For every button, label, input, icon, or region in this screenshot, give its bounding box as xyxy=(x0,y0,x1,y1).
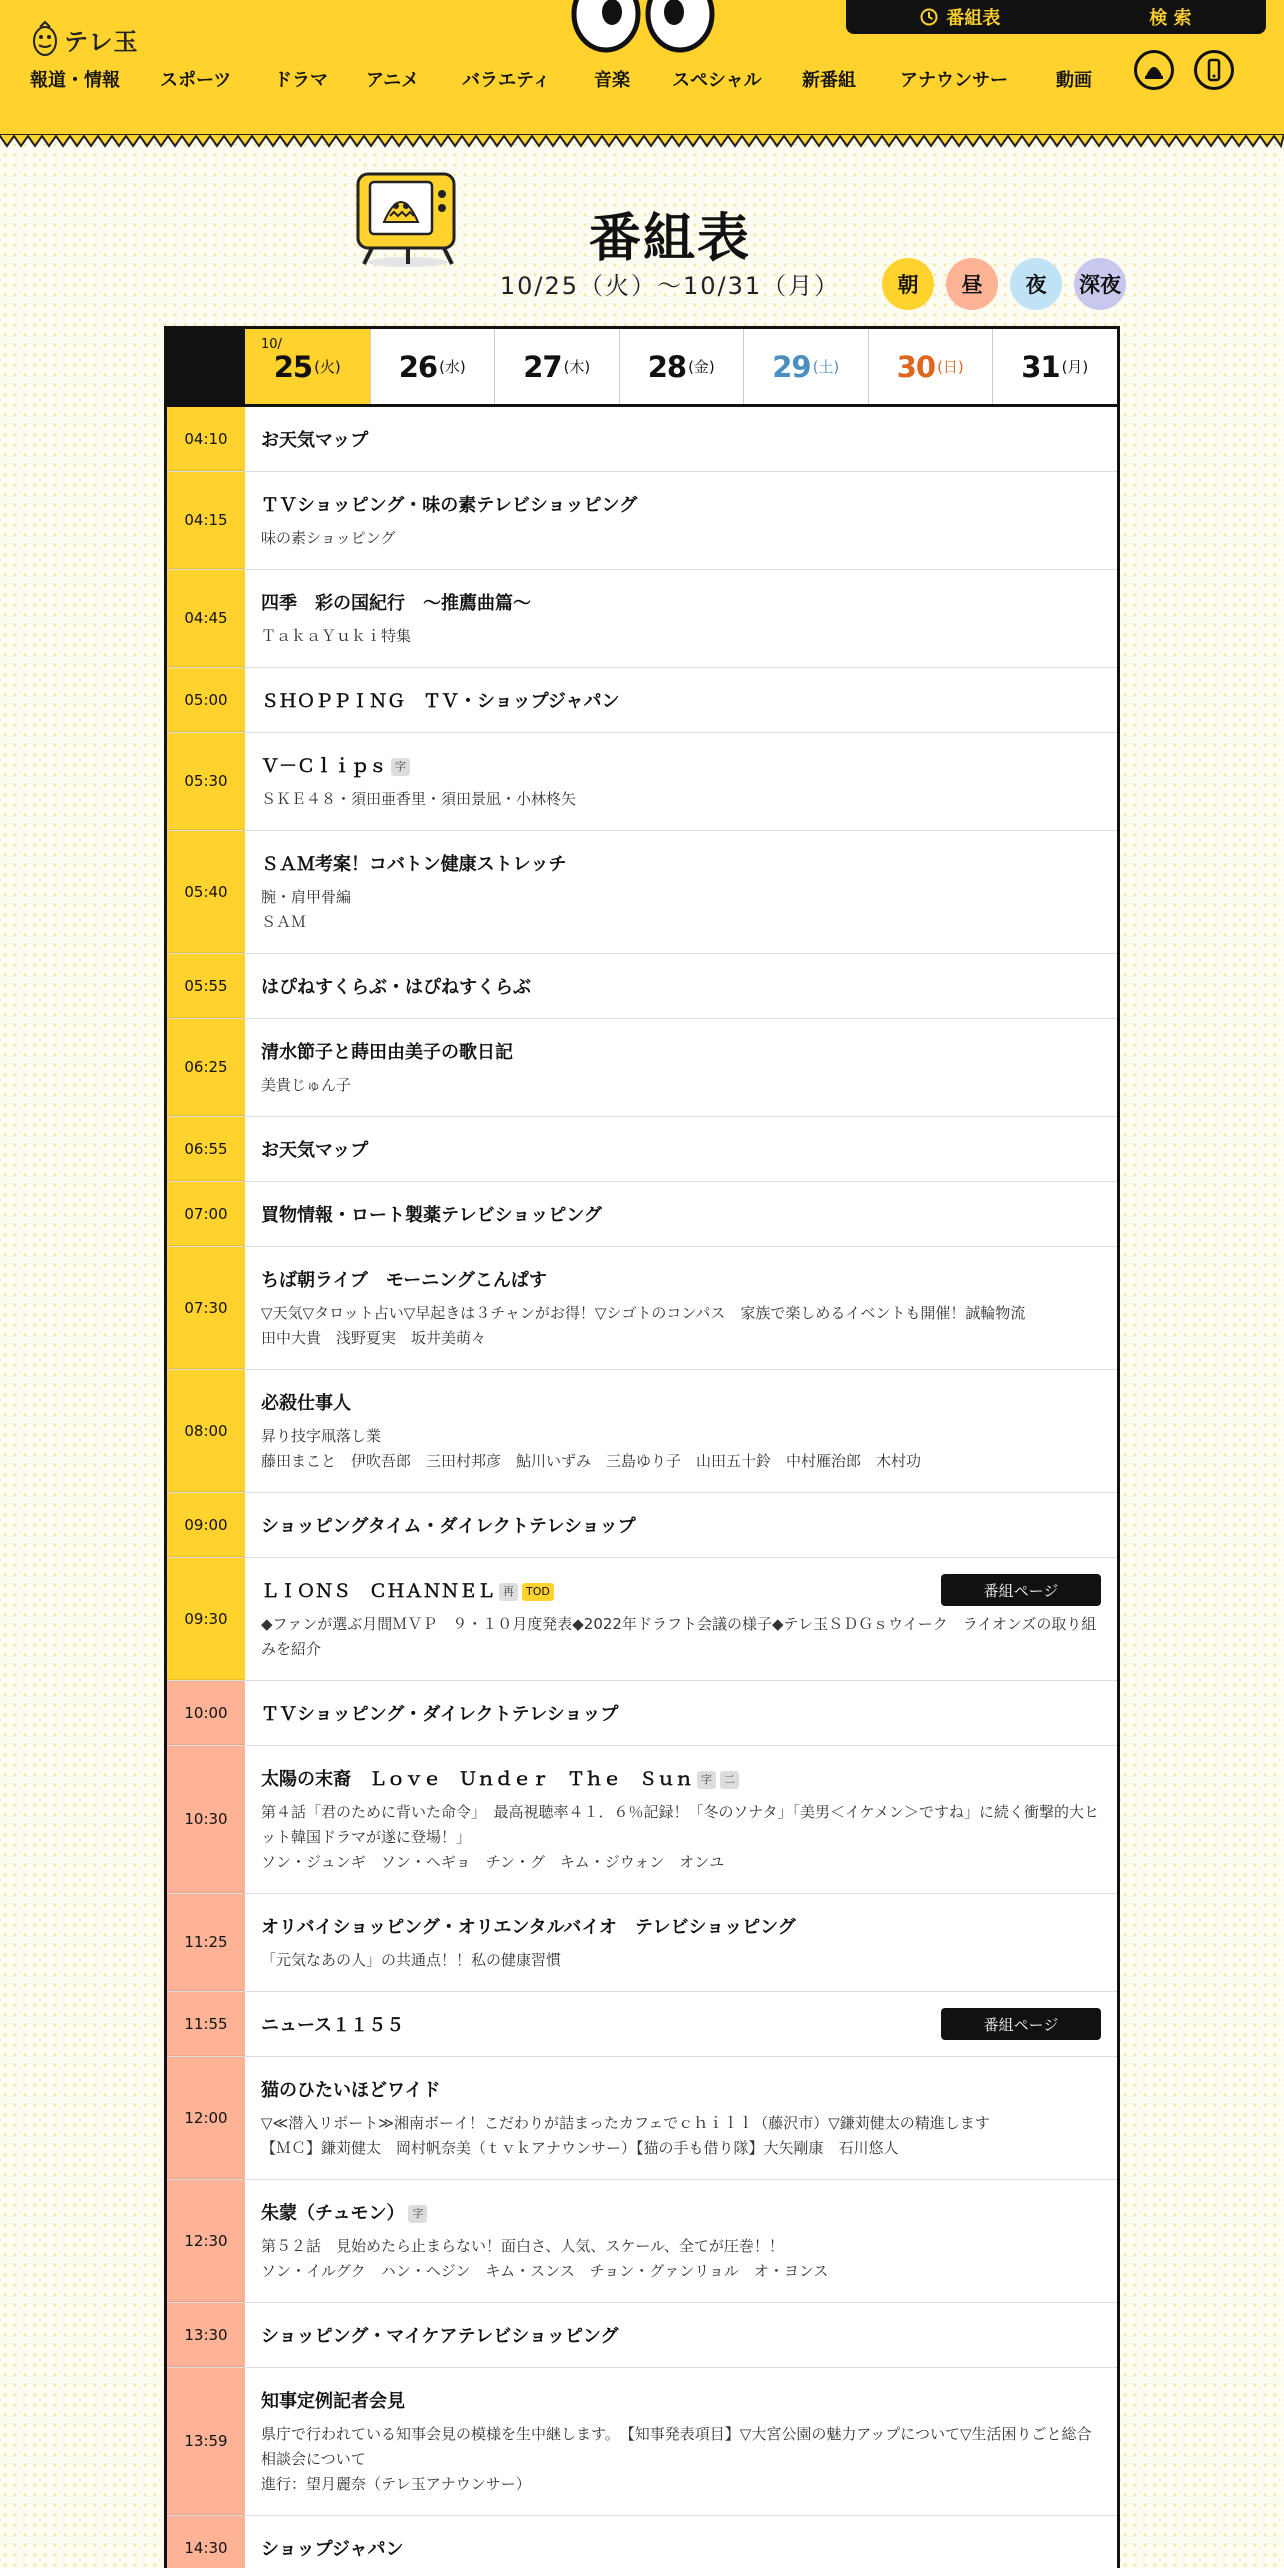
program-description: ソン・ジュンギ ソン・ヘギョ チン・グ キム・ジウォン オンユ xyxy=(261,1853,725,1871)
program-body xyxy=(245,570,1117,667)
program-body xyxy=(245,1493,1117,1557)
program-row[interactable] xyxy=(167,668,1117,733)
program-title[interactable] xyxy=(261,2079,1101,2103)
program-title[interactable] xyxy=(261,1269,1101,1293)
nav-announcers[interactable]: アナウンサー xyxy=(900,70,1008,91)
program-title[interactable] xyxy=(261,1916,1101,1940)
program-description: 美貴じゅん子 xyxy=(261,1076,352,1094)
day-tab-31[interactable] xyxy=(992,329,1117,404)
mascot-eyes-icon xyxy=(568,0,718,64)
program-title[interactable] xyxy=(261,1703,1101,1727)
program-title-text: ショッピングタイム・ダイレクトテレショップ xyxy=(261,1516,636,1537)
program-title[interactable] xyxy=(261,2325,1101,2349)
program-page-button[interactable]: 番組ページ xyxy=(941,2008,1101,2040)
program-title[interactable] xyxy=(261,1139,1101,1163)
program-time: 10:30 xyxy=(167,1746,245,1893)
program-row[interactable] xyxy=(167,472,1117,570)
program-body xyxy=(245,2057,1117,2179)
program-title-text: ＬＩＯＮＳ ＣＨＡＮＮＥＬ xyxy=(261,1581,495,1602)
program-body xyxy=(245,733,1117,830)
day-tab-number: 30 xyxy=(896,349,936,384)
date-range: 10/25（火）〜10/31（月） xyxy=(499,272,841,300)
program-title[interactable] xyxy=(261,2202,1101,2226)
program-description: ＳＫＥ４８・須田亜香里・須田景凪・小林柊矢 xyxy=(261,790,577,808)
schedule-link-label: 番組表 xyxy=(946,8,1001,29)
nav-icons xyxy=(1134,50,1234,90)
program-body xyxy=(245,2303,1117,2367)
program-time: 06:55 xyxy=(167,1117,245,1181)
egg-mascot-icon xyxy=(30,20,60,58)
program-time: 12:00 xyxy=(167,2057,245,2179)
program-body xyxy=(245,954,1117,1018)
program-time: 06:25 xyxy=(167,1019,245,1116)
program-title[interactable] xyxy=(261,1515,1101,1539)
program-row[interactable] xyxy=(167,2516,1117,2568)
program-description: 第５２話 見始めたら止まらない！面白さ、人気、スケール、全てが圧巻！！ xyxy=(261,2237,784,2255)
program-body xyxy=(245,1182,1117,1246)
program-row[interactable] xyxy=(167,1117,1117,1182)
program-body xyxy=(245,1746,1117,1893)
nav-news[interactable]: 報道・情報 xyxy=(30,70,120,91)
program-row[interactable] xyxy=(167,1247,1117,1370)
program-body xyxy=(245,1681,1117,1745)
program-time: 12:30 xyxy=(167,2180,245,2302)
program-description: 田中大貴 浅野夏実 坂井美萌々 xyxy=(261,1329,487,1347)
program-time: 13:30 xyxy=(167,2303,245,2367)
program-time: 05:55 xyxy=(167,954,245,1018)
day-tab-number: 28 xyxy=(647,349,687,384)
header-zigzag-edge xyxy=(0,134,1284,150)
program-body xyxy=(245,1558,1117,1680)
utility-bar xyxy=(846,0,1266,34)
site-header xyxy=(0,0,1284,136)
nav-music[interactable]: 音楽 xyxy=(594,70,630,91)
program-title-text: 知事定例記者会見 xyxy=(261,2391,405,2412)
program-title-text: はぴねすくらぶ・はぴねすくらぶ xyxy=(261,977,531,998)
nav-variety[interactable]: バラエティ xyxy=(462,70,551,91)
program-body xyxy=(245,1992,1117,2056)
teletama-app-icon[interactable] xyxy=(1134,50,1174,90)
main-nav xyxy=(30,64,1230,94)
program-description: ▽≪潜入リポート≫湘南ボーイ！こだわりが詰まったカフェでｃｈｉｌｌ（藤沢市）▽鎌苅健太の精進します xyxy=(261,2114,990,2132)
program-time: 07:00 xyxy=(167,1182,245,1246)
program-title[interactable] xyxy=(261,1768,1101,1792)
day-tab-number: 31 xyxy=(1021,349,1060,384)
search-link-label: 検 索 xyxy=(1149,8,1192,29)
day-tab-weekday: (月) xyxy=(1061,358,1089,376)
program-time: 08:00 xyxy=(167,1370,245,1492)
program-title-text: ショッピング・マイケアテレビショッピング xyxy=(261,2326,619,2347)
program-title-text: ＴＶショッピング・味の素テレビショッピング xyxy=(261,495,638,516)
program-title[interactable] xyxy=(261,2538,1101,2562)
logo-text: テレ玉 xyxy=(64,27,139,56)
program-time: 13:59 xyxy=(167,2368,245,2515)
program-title[interactable] xyxy=(261,853,1101,877)
clock-icon xyxy=(920,8,938,26)
nav-sports[interactable]: スポーツ xyxy=(160,70,232,91)
program-description: 「元気なあの人」の共通点！！私の健康習慣 xyxy=(261,1951,562,1969)
program-title[interactable] xyxy=(261,976,1101,1000)
program-time: 14:30 xyxy=(167,2516,245,2568)
day-tab-weekday: (金) xyxy=(688,358,715,376)
program-title-text: ショップジャパン xyxy=(261,2539,404,2560)
program-time: 04:45 xyxy=(167,570,245,667)
program-title[interactable] xyxy=(261,1204,1101,1228)
program-title[interactable] xyxy=(261,494,1101,518)
day-tab-weekday: (日) xyxy=(937,358,964,376)
program-title[interactable] xyxy=(261,1392,1101,1416)
program-time: 04:10 xyxy=(167,407,245,471)
program-row[interactable] xyxy=(167,2057,1117,2180)
program-time: 05:00 xyxy=(167,668,245,732)
program-title-text: ニュース１１５５ xyxy=(261,2015,405,2036)
program-body xyxy=(245,472,1117,569)
program-title[interactable] xyxy=(261,2390,1101,2414)
day-tabs xyxy=(167,329,1117,407)
program-title-text: 清水節子と蒔田由美子の歌日記 xyxy=(261,1042,513,1063)
day-tab-weekday: (水) xyxy=(439,358,466,376)
program-row[interactable] xyxy=(167,1746,1117,1894)
program-row[interactable] xyxy=(167,831,1117,954)
program-time: 11:55 xyxy=(167,1992,245,2056)
nav-new-programs[interactable]: 新番組 xyxy=(802,70,856,91)
nav-videos[interactable]: 動画 xyxy=(1056,70,1092,91)
schedule-link[interactable] xyxy=(920,4,1000,30)
search-link[interactable] xyxy=(1149,4,1191,30)
program-badge: 字 xyxy=(408,2205,427,2223)
day-tab-weekday: (木) xyxy=(563,358,591,376)
day-tab-27[interactable] xyxy=(494,329,619,404)
program-row[interactable] xyxy=(167,1558,1117,1681)
program-description: 県庁で行われている知事会見の模様を生中継します。 【知事発表項目】▽大宮公園の魅力アップについて▽生活困りごと総合相談会について xyxy=(261,2425,1092,2468)
day-tab-weekday: (土) xyxy=(812,358,840,376)
program-description: 藤田まこと 伊吹吾郎 三田村邦彦 鮎川いずみ 三島ゆり子 山田五十鈴 中村雁治郎 木村功 xyxy=(261,1452,922,1470)
day-tabs-corner xyxy=(167,329,245,404)
day-tab-number: 29 xyxy=(772,349,811,384)
page-title: 番組表 xyxy=(588,209,751,269)
day-tab-26[interactable] xyxy=(370,329,495,404)
program-row[interactable] xyxy=(167,1370,1117,1493)
program-row[interactable] xyxy=(167,407,1117,472)
day-tab-number: 25 xyxy=(273,349,313,384)
filter-night[interactable]: 夜 xyxy=(1010,258,1062,310)
program-title-text: ＴＶショッピング・ダイレクトテレショップ xyxy=(261,1704,619,1725)
program-row[interactable] xyxy=(167,2180,1117,2303)
day-tab-28[interactable] xyxy=(619,329,744,404)
program-list xyxy=(167,407,1117,2568)
program-title-text: 四季 彩の国紀行 ～推薦曲篇～ xyxy=(261,593,531,614)
day-tab-30[interactable] xyxy=(868,329,993,404)
day-tab-month: 10/ xyxy=(261,337,282,352)
program-page-button[interactable]: 番組ページ xyxy=(941,1574,1101,1606)
program-time: 09:00 xyxy=(167,1493,245,1557)
program-body xyxy=(245,1247,1117,1369)
program-title-text: 必殺仕事人 xyxy=(261,1393,351,1414)
program-body xyxy=(245,668,1117,732)
program-row[interactable] xyxy=(167,954,1117,1019)
program-description: 進行：望月麗奈（テレ玉アナウンサー） xyxy=(261,2475,531,2493)
program-time: 05:40 xyxy=(167,831,245,953)
program-time: 10:00 xyxy=(167,1681,245,1745)
time-filters xyxy=(882,258,1126,310)
filter-daytime[interactable]: 昼 xyxy=(946,258,998,310)
program-body xyxy=(245,2516,1117,2568)
program-title[interactable] xyxy=(261,755,1101,779)
program-body xyxy=(245,407,1117,471)
program-row[interactable] xyxy=(167,1019,1117,1117)
day-tab-weekday: (火) xyxy=(314,358,341,376)
program-description: ▽天気▽タロット占い▽早起きは３チャンがお得！▽シゴトのコンパス 家族で楽しめるイベントも開催！誠輪物流 xyxy=(261,1304,1026,1322)
program-time: 05:30 xyxy=(167,733,245,830)
program-title[interactable] xyxy=(261,592,1101,616)
program-title-text: ちば朝ライブ モーニングこんぱす xyxy=(261,1270,547,1291)
program-title-text: オリバイショッピング・オリエンタルバイオ テレビショッピング xyxy=(261,1917,796,1938)
program-title-text: 猫のひたいほどワイド xyxy=(261,2080,441,2101)
program-row[interactable] xyxy=(167,1182,1117,1247)
teletama-park-icon[interactable] xyxy=(1194,50,1234,90)
program-body xyxy=(245,1370,1117,1492)
day-tab-25[interactable] xyxy=(245,329,370,404)
program-body xyxy=(245,1894,1117,1991)
program-body xyxy=(245,2180,1117,2302)
nav-special[interactable]: スペシャル xyxy=(672,70,762,91)
program-title-text: ＳＡＭ考案！コバトン健康ストレッチ xyxy=(261,854,567,875)
program-title-text: 朱蒙（チュモン） xyxy=(261,2203,405,2224)
schedule-table xyxy=(164,326,1120,2568)
program-title-text: お天気マップ xyxy=(261,1140,369,1161)
program-row[interactable] xyxy=(167,2303,1117,2368)
site-logo[interactable] xyxy=(30,20,139,58)
program-title-text: Ｖ－Ｃｌｉｐｓ xyxy=(261,756,387,777)
program-badge: 二 xyxy=(720,1771,739,1789)
program-time: 07:30 xyxy=(167,1247,245,1369)
program-title-text: お天気マップ xyxy=(261,430,369,451)
program-description: 腕・肩甲骨編 xyxy=(261,888,352,906)
program-badge: TOD xyxy=(522,1583,554,1601)
program-time: 09:30 xyxy=(167,1558,245,1680)
program-title-text: 太陽の末裔 Ｌｏｖｅ Ｕｎｄｅｒ Ｔｈｅ Ｓｕｎ xyxy=(261,1769,693,1790)
nav-anime[interactable]: アニメ xyxy=(366,70,420,91)
program-row[interactable] xyxy=(167,1992,1117,2057)
program-title[interactable] xyxy=(261,429,1101,453)
program-description: 昇り技字凧落し業 xyxy=(261,1427,382,1445)
program-badge: 字 xyxy=(697,1771,716,1789)
day-tab-number: 27 xyxy=(523,349,562,384)
tv-mascot-icon xyxy=(352,168,464,268)
program-description: 第４話「君のために背いた命令」 最高視聴率４１．６％記録！「冬のソナタ」「美男＜イケメン＞ですね」に続く衝撃的大ヒット韓国ドラマが遂に登場！」 xyxy=(261,1803,1100,1846)
program-body xyxy=(245,1117,1117,1181)
program-time: 11:25 xyxy=(167,1894,245,1991)
program-description: ＳＡＭ xyxy=(261,913,307,931)
program-row[interactable] xyxy=(167,1681,1117,1746)
program-body xyxy=(245,831,1117,953)
filter-morning[interactable]: 朝 xyxy=(882,258,934,310)
program-description: 【ＭＣ】鎌苅健太 岡村帆奈美（ｔｖｋアナウンサー）【猫の手も借り隊】大矢剛康 石川悠人 xyxy=(261,2139,899,2157)
program-row[interactable] xyxy=(167,2368,1117,2516)
day-tab-29[interactable] xyxy=(743,329,868,404)
program-body xyxy=(245,2368,1117,2515)
program-description: ◆ファンが選ぶ月間ＭＶＰ ９・１０月度発表◆2022年ドラフト会議の様子◆テレ玉ＳＤＧｓウイーク ライオンズの取り組みを紹介 xyxy=(261,1615,1097,1658)
program-badge: 字 xyxy=(391,758,410,776)
program-row[interactable] xyxy=(167,1493,1117,1558)
program-title-text: 買物情報・ロート製薬テレビショッピング xyxy=(261,1205,602,1226)
program-title[interactable] xyxy=(261,690,1101,714)
program-body xyxy=(245,1019,1117,1116)
program-description: 味の素ショッピング xyxy=(261,529,396,547)
program-title[interactable] xyxy=(261,1041,1101,1065)
program-title-text: ＳＨＯＰＰＩＮＧ ＴＶ・ショップジャパン xyxy=(261,691,620,712)
program-row[interactable] xyxy=(167,733,1117,831)
program-description: ソン・イルグク ハン・ヘジン キム・スンス チョン・グァンリョル オ・ヨンス xyxy=(261,2262,829,2280)
program-row[interactable] xyxy=(167,570,1117,668)
program-time: 04:15 xyxy=(167,472,245,569)
filter-late-night[interactable]: 深夜 xyxy=(1074,258,1126,310)
program-badge: 再 xyxy=(499,1583,518,1601)
program-row[interactable] xyxy=(167,1894,1117,1992)
nav-drama[interactable]: ドラマ xyxy=(274,70,328,91)
day-tab-number: 26 xyxy=(398,349,438,384)
program-description: ＴａｋａＹｕｋｉ特集 xyxy=(261,627,412,645)
